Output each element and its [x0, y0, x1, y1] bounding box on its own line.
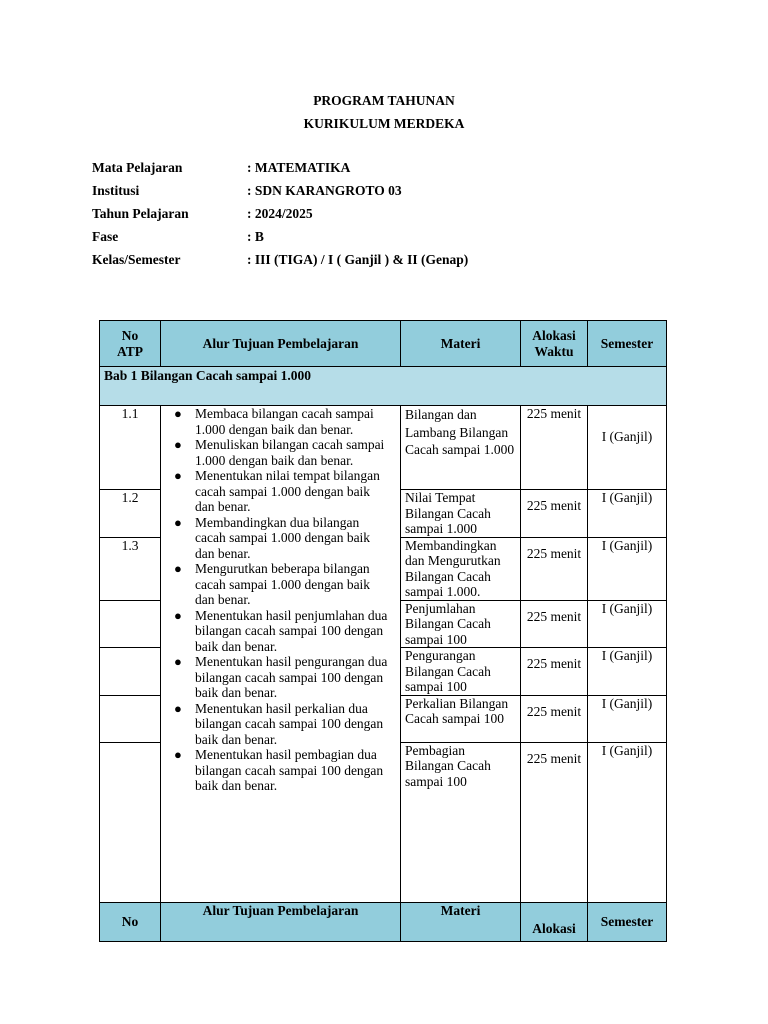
row-no: 1.1	[100, 406, 161, 490]
footer-atp: Alur Tujuan Pembelajaran	[161, 902, 401, 941]
row-no: 1.2	[100, 490, 161, 538]
row-alokasi: 225 menit	[521, 742, 588, 902]
bullet-icon: ●	[174, 514, 182, 530]
header-alokasi-line2: Waktu	[534, 343, 574, 359]
row-semester: I (Ganjil)	[588, 742, 667, 902]
row-semester: I (Ganjil)	[588, 537, 667, 600]
row-semester: I (Ganjil)	[588, 490, 667, 538]
info-value: : B	[247, 229, 264, 244]
info-value: : MATEMATIKA	[247, 160, 351, 175]
row-no	[100, 695, 161, 742]
row-alokasi: 225 menit	[521, 648, 588, 696]
bullet-icon: ●	[174, 747, 182, 762]
atp-item-text: Membandingkan dua bilangan cacah sampai 1.000 dengan baik dan benar.	[195, 514, 371, 561]
atp-list-item	[174, 437, 390, 468]
atp-list-cell	[161, 406, 401, 903]
bullet-icon: ●	[174, 607, 182, 623]
row-alokasi: 225 menit	[521, 695, 588, 742]
row-no	[100, 742, 161, 902]
bullet-icon: ●	[174, 654, 182, 669]
row-no	[100, 600, 161, 648]
atp-list-item	[174, 468, 390, 515]
atp-item-text: Menuliskan bilangan cacah sampai 1.000 dengan baik dan benar.	[195, 437, 385, 468]
row-no: 1.3	[100, 537, 161, 600]
header-no-line1: No	[121, 328, 139, 343]
header-no-atp	[100, 321, 161, 367]
document-subtitle: KURIKULUM MERDEKA	[303, 116, 465, 131]
info-label: Fase	[92, 229, 119, 244]
document-title: PROGRAM TAHUNAN	[313, 93, 455, 108]
atp-list-item	[174, 561, 390, 608]
atp-list-item	[174, 700, 390, 748]
atp-item-text: Menentukan hasil pembagian dua bilangan cacah sampai 100 dengan baik dan benar.	[195, 747, 384, 793]
atp-item-text: Mengurutkan beberapa bilangan cacah sampai 1.000 dengan baik dan benar.	[195, 561, 371, 607]
info-label: Mata Pelajaran	[92, 160, 183, 175]
atp-list-item	[174, 607, 390, 655]
bullet-icon: ●	[174, 561, 182, 576]
bullet-icon: ●	[174, 468, 182, 483]
row-alokasi: 225 menit	[521, 600, 588, 648]
header-alokasi	[521, 321, 588, 367]
table-header-row	[100, 321, 667, 367]
atp-item-text: Menentukan hasil perkalian dua bilangan cacah sampai 100 dengan baik dan benar.	[195, 700, 384, 747]
info-value: : III (TIGA) / I ( Ganjil ) & II (Genap)	[247, 252, 469, 267]
footer-no: No	[100, 902, 161, 941]
info-label: Tahun Pelajaran	[92, 206, 189, 221]
footer-semester: Semester	[588, 902, 667, 941]
row-semester: I (Ganjil)	[588, 648, 667, 696]
info-label: Institusi	[92, 183, 140, 198]
chapter-title: Bab 1 Bilangan Cacah sampai 1.000	[100, 367, 667, 406]
bullet-icon: ●	[174, 406, 182, 421]
bullet-icon: ●	[174, 437, 182, 452]
atp-item-text: Membaca bilangan cacah sampai 1.000 dengan baik dan benar.	[195, 406, 374, 437]
row-semester: I (Ganjil)	[588, 406, 667, 490]
atp-list-item	[174, 514, 390, 562]
header-alokasi-line1: Alokasi	[532, 328, 576, 343]
atp-list-item	[174, 747, 390, 794]
info-value: : 2024/2025	[247, 206, 313, 221]
header-no-line2: ATP	[117, 343, 143, 359]
row-semester: I (Ganjil)	[588, 600, 667, 648]
atp-list-item	[174, 406, 390, 437]
row-materi: Bilangan dan Lambang Bilangan Cacah sampai 1.000	[401, 406, 521, 490]
footer-alokasi: Alokasi	[521, 902, 588, 941]
atp-table	[99, 320, 667, 942]
row-alokasi: 225 menit	[521, 537, 588, 600]
row-materi: Penjumlahan Bilangan Cacah sampai 100	[401, 600, 521, 648]
row-no	[100, 648, 161, 696]
row-materi: Perkalian Bilangan Cacah sampai 100	[401, 695, 521, 742]
header-materi: Materi	[401, 321, 521, 367]
atp-list-item	[174, 654, 390, 701]
table-row	[100, 406, 667, 490]
row-materi: Nilai Tempat Bilangan Cacah sampai 1.000	[401, 490, 521, 538]
info-label: Kelas/Semester	[92, 252, 181, 267]
header-atp: Alur Tujuan Pembelajaran	[161, 321, 401, 367]
row-materi: Membandingkan dan Mengurutkan Bilangan Cacah sampai 1.000.	[401, 537, 521, 600]
atp-item-text: Menentukan hasil pengurangan dua bilangan cacah sampai 100 dengan baik dan benar.	[195, 654, 388, 700]
footer-materi: Materi	[401, 902, 521, 941]
table-footer-row	[100, 902, 667, 941]
row-materi: Pembagian Bilangan Cacah sampai 100	[401, 742, 521, 902]
atp-item-text: Menentukan hasil penjumlahan dua bilangan cacah sampai 100 dengan baik dan benar.	[195, 607, 388, 654]
atp-list	[165, 406, 396, 794]
info-value: : SDN KARANGROTO 03	[247, 183, 402, 198]
row-semester: I (Ganjil)	[588, 695, 667, 742]
atp-item-text: Menentukan nilai tempat bilangan cacah sampai 1.000 dengan baik dan benar.	[195, 468, 380, 514]
row-alokasi: 225 menit	[521, 406, 588, 490]
bullet-icon: ●	[174, 700, 182, 716]
row-alokasi: 225 menit	[521, 490, 588, 538]
chapter-row	[100, 367, 667, 406]
header-semester: Semester	[588, 321, 667, 367]
row-materi: Pengurangan Bilangan Cacah sampai 100	[401, 648, 521, 696]
